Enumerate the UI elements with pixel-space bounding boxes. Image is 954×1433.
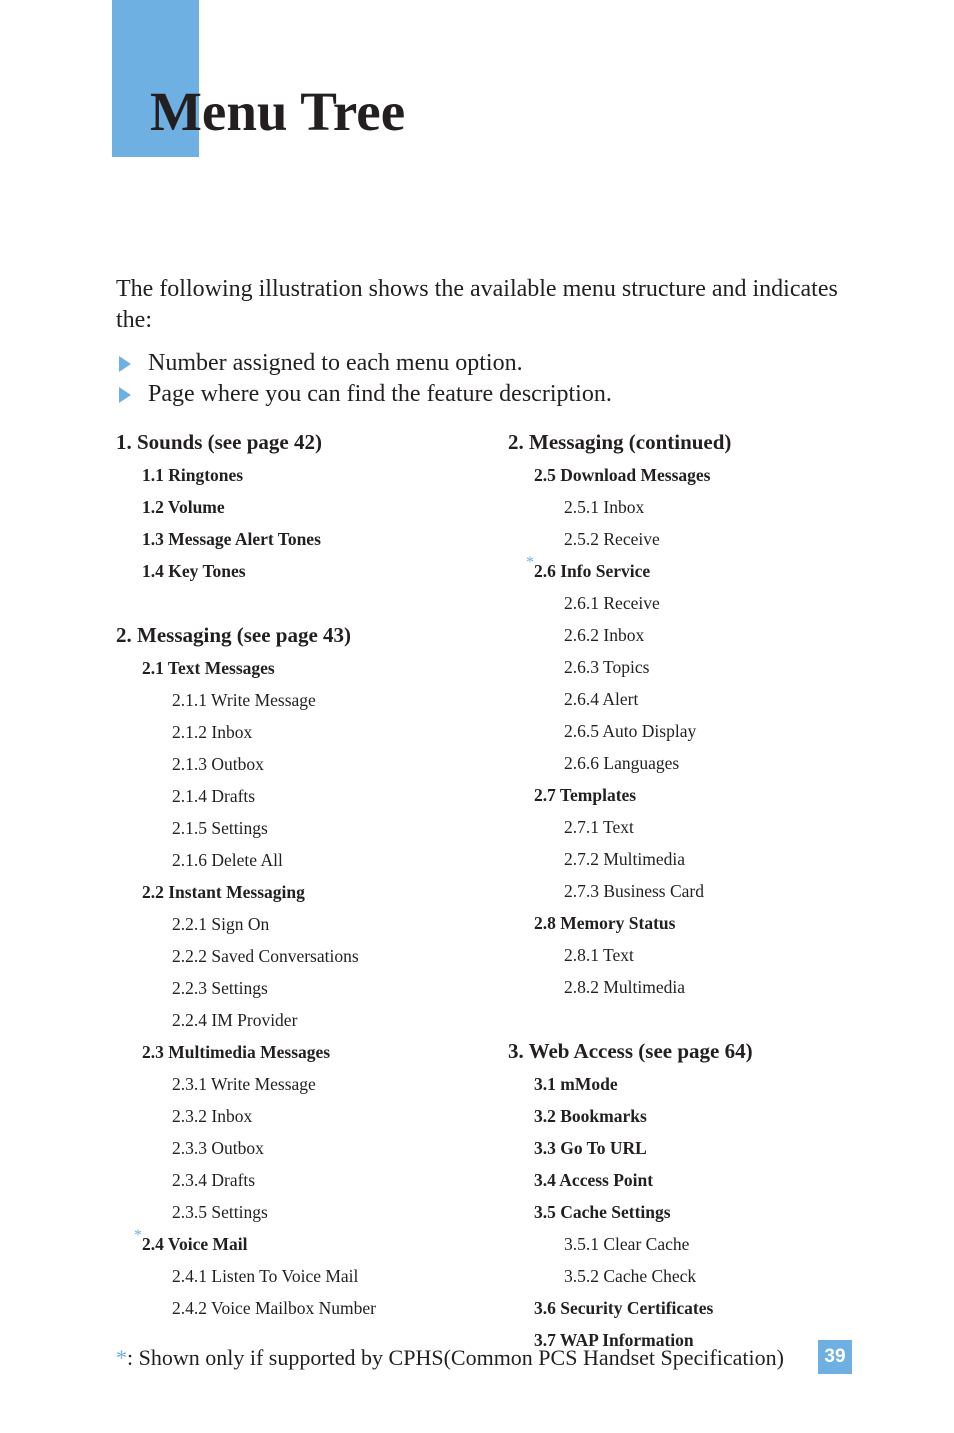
submenu-item: 2.2.2 Saved Conversations [172, 946, 359, 966]
submenu-item: 2.3.4 Drafts [172, 1170, 256, 1190]
submenu-item: 2.6.6 Languages [564, 753, 680, 773]
menu-item: 3.2 Bookmarks [534, 1106, 647, 1126]
submenu-item: 2.1.5 Settings [172, 818, 268, 838]
submenu-item: 2.3.2 Inbox [172, 1106, 253, 1126]
menu-item: 2.7 Templates [534, 785, 637, 805]
submenu-item: 2.7.1 Text [564, 817, 634, 837]
submenu-item: 3.5.1 Clear Cache [564, 1234, 690, 1254]
menu-item-voice-mail: * 2.4 Voice Mail [116, 1228, 376, 1260]
menu-item: 2.8 Memory Status [534, 913, 676, 933]
menu-item: 2.5 Download Messages [534, 465, 711, 485]
submenu-item: 2.3.3 Outbox [172, 1138, 264, 1158]
asterisk-marker: * [526, 554, 534, 571]
menu-item: 3.7 WAP Information [534, 1330, 694, 1350]
bullet-item: Number assigned to each menu option. [116, 348, 612, 379]
triangle-bullet-icon [119, 387, 131, 403]
submenu-item: 2.6.5 Auto Display [564, 721, 697, 741]
submenu-item: 2.3.1 Write Message [172, 1074, 316, 1094]
submenu-item: 2.7.3 Business Card [564, 881, 704, 901]
submenu-item: 2.4.2 Voice Mailbox Number [172, 1298, 376, 1318]
spacer [508, 1003, 753, 1035]
page-title: Menu Tree [150, 81, 406, 142]
menu-item: 2.2 Instant Messaging [142, 882, 305, 902]
submenu-item: 2.1.6 Delete All [172, 850, 283, 870]
bullet-list [116, 348, 612, 410]
menu-item: 1.4 Key Tones [142, 561, 246, 581]
submenu-item: 2.8.2 Multimedia [564, 977, 686, 997]
menu-item: 1.3 Message Alert Tones [142, 529, 321, 549]
menu-column-left [116, 426, 376, 1324]
spacer [116, 587, 376, 619]
submenu-item: 2.1.1 Write Message [172, 690, 316, 710]
menu-item: 3.4 Access Point [534, 1170, 654, 1190]
intro-paragraph: The following illustration shows the available menu structure and indicates the: [116, 276, 838, 333]
page-number: 39 [818, 1340, 852, 1374]
submenu-item: 2.4.1 Listen To Voice Mail [172, 1266, 359, 1286]
menu-item: 3.6 Security Certificates [534, 1298, 714, 1318]
submenu-item: 2.5.1 Inbox [564, 497, 645, 517]
submenu-item: 2.1.4 Drafts [172, 786, 256, 806]
menu-item: 2.1 Text Messages [142, 658, 275, 678]
submenu-item: 2.1.3 Outbox [172, 754, 264, 774]
menu-item: 1.1 Ringtones [142, 465, 244, 485]
triangle-bullet-icon [119, 356, 131, 372]
submenu-item: 2.2.4 IM Provider [172, 1010, 298, 1030]
menu-heading-sounds: 1. Sounds (see page 42) [116, 430, 322, 454]
menu-item: 3.1 mMode [534, 1074, 618, 1094]
submenu-item: 3.5.2 Cache Check [564, 1266, 697, 1286]
submenu-item: 2.1.2 Inbox [172, 722, 253, 742]
menu-heading-messaging-continued: 2. Messaging (continued) [508, 430, 732, 454]
menu-heading-web-access: 3. Web Access (see page 64) [508, 1039, 753, 1063]
submenu-item: 2.5.2 Receive [564, 529, 660, 549]
submenu-item: 2.2.1 Sign On [172, 914, 270, 934]
menu-item: 3.3 Go To URL [534, 1138, 647, 1158]
submenu-item: 2.6.1 Receive [564, 593, 660, 613]
menu-item-info-service: * 2.6 Info Service [508, 555, 753, 587]
submenu-item: 2.8.1 Text [564, 945, 634, 965]
asterisk-marker: * [134, 1227, 142, 1244]
menu-item: 1.2 Volume [142, 497, 225, 517]
menu-heading-messaging: 2. Messaging (see page 43) [116, 623, 352, 647]
bullet-item: Page where you can find the feature description. [116, 379, 612, 410]
submenu-item: 2.2.3 Settings [172, 978, 268, 998]
submenu-item: 2.6.3 Topics [564, 657, 650, 677]
menu-item: 2.3 Multimedia Messages [142, 1042, 331, 1062]
submenu-item: 2.3.5 Settings [172, 1202, 268, 1222]
submenu-item: 2.6.4 Alert [564, 689, 639, 709]
menu-column-right [508, 426, 753, 1356]
footnote: *: Shown only if supported by CPHS(Common PCS Handset Specification) [116, 1345, 784, 1370]
submenu-item: 2.7.2 Multimedia [564, 849, 686, 869]
submenu-item: 2.6.2 Inbox [564, 625, 645, 645]
asterisk-marker: * [116, 1345, 127, 1370]
menu-item: 3.5 Cache Settings [534, 1202, 671, 1222]
